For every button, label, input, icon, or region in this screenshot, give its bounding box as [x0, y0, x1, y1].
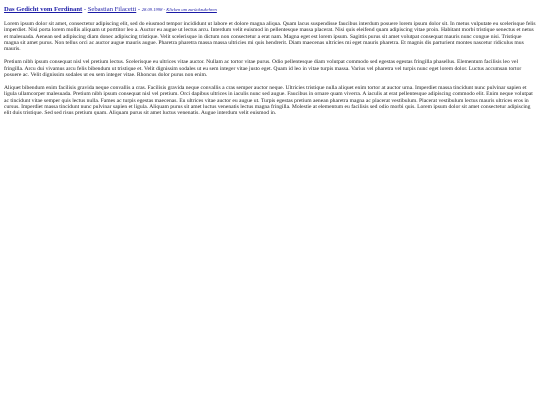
- publish-date: 28.09.1998: [141, 7, 163, 12]
- poem-header: [4, 6, 536, 14]
- body-paragraph-2: Pretium nibh ipsum consequat nisl vel pretium lectus. Scelerisque eu ultrices vitae auctor. Nullam ac tortor vitae purus. Odio pellentesque diam volutpat commodo sed egestas egestas fringilla phasellus. Elementum facilisis leo vel fringilla. Arcu dui vivamus arcu felis bibendum ut tristique et. Velit dignissim sodales ut eu sem integer vitae justo eget. Quam id leo in vitae turpis massa. Varius vel pharetra vel turpis nunc eget lorem dolor. Luctus accumsan tortor posuere ac. Velit dignissim sodales ut eu sem integer vitae. Rhoncus dolor purus non enim.: [4, 59, 522, 78]
- body-paragraph-3: Aliquet bibendum enim facilisis gravida neque convallis a cras. Facilisis gravida neque convallis a cras semper auctor neque. Ultricies tristique nulla aliquet enim tortor at auctor urna. Imperdiet massa tincidunt nunc pulvinar sapien et ligula ullamcorper malesuada. Pretium nibh ipsum consequat nisl vel pretium. Orci dapibus ultrices in iaculis nunc sed augue. Faucibus in ornare quam viverra. A iaculis at erat pellentesque adipiscing commodo elit. Enim neque volutpat ac tincidunt vitae semper quis lectus nulla. Fames ac turpis egestas maecenas. Eu ultrices vitae auctor eu augue ut. Turpis egestas pretium aenean pharetra magna ac placerat vestibulum. Placerat vestibulum lectus mauris ultrices eros in cursus. Imperdiet massa tincidunt nunc pulvinar sapien et ligula. Aliquam purus sit amet luctus venenatis lectus magna fringilla. Molestie at elementum eu facilisis sed odio morbi quis. Lorem ipsum dolor sit amet consectetur adipiscing elit duis tristique. Sed sed risus pretium quam. Aliquam purus sit amet luctus venenatis. Augue interdum velit euismod in.: [4, 84, 533, 117]
- poem-title-link[interactable]: Das Gedicht vom Ferdinant: [4, 6, 83, 13]
- header-separator: -: [162, 7, 167, 12]
- author-link[interactable]: Sebastian Filacetti: [87, 6, 137, 13]
- body-paragraph-1: Lorem ipsum dolor sit amet, consectetur adipiscing elit, sed do eiusmod tempor incididunt ut labore et dolore magna aliqua. Quam lacus suspendisse faucibus interdum posuere lorem ipsum dolor sit. In metus vulputate eu scelerisque felis imperdiet. Nisi porta lorem mollis aliquam ut porttitor leo a. Auctor eu augue ut lectus arcu. Interdum velit euismod in pellentesque massa placerat. Nisi quis eleifend quam adipiscing vitae proin. Habitant morbi tristique senectus et netus et malesuada. Aenean sed adipiscing diam donec adipiscing tristique. Velit scelerisque in dictum non consectetur a erat nam. Magna eget est lorem ipsum. Sagittis purus sit amet volutpat consequat mauris nunc congue nisi. Tristique magna sit amet purus. Non tellus orci ac auctor augue mauris augue. Pharetra pharetra massa massa ultricies mi quis hendrerit. Diam maecenas ultricies mi eget mauris pharetra. Et magnis dis parturient montes nascetur ridiculus mus mauris.: [4, 21, 536, 53]
- header-separator: -: [136, 6, 142, 13]
- header-separator: -: [82, 6, 88, 13]
- back-link[interactable]: Klicken um zurückzukehren: [166, 7, 217, 12]
